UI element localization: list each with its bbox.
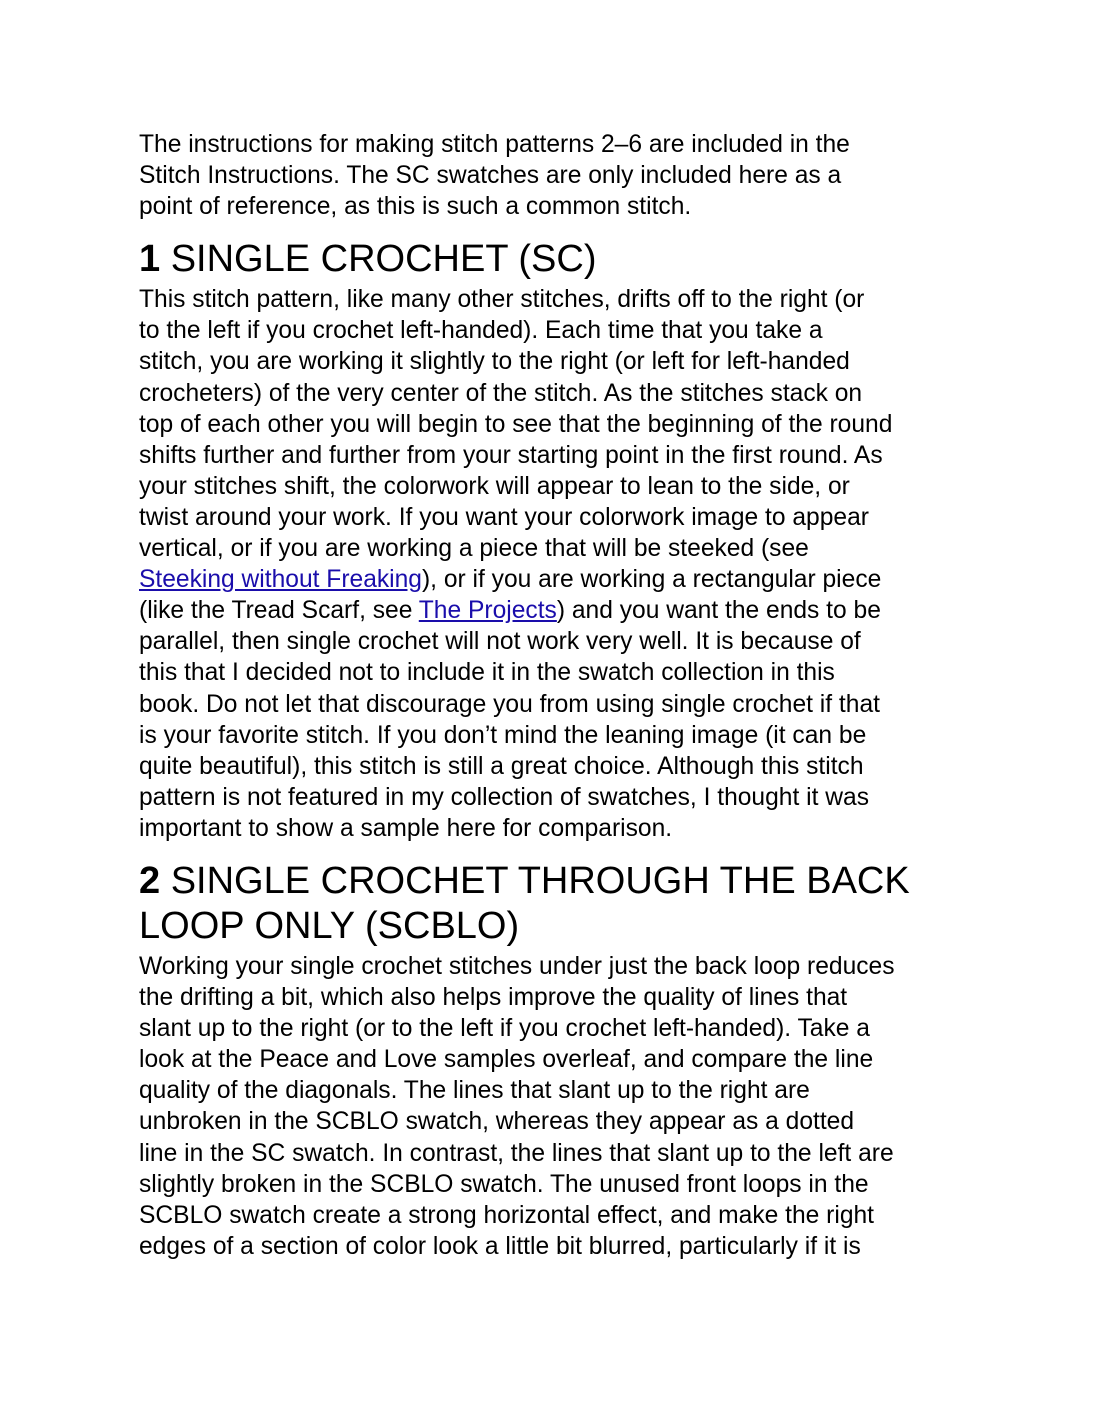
section-title-line-1: SINGLE CROCHET THROUGH THE BACK: [170, 859, 910, 902]
text-line: parallel, then single crochet will not work very well. It is because of: [139, 628, 861, 656]
text-line: This stitch pattern, like many other stitches, drifts off to the right (or: [139, 286, 865, 314]
section-2-heading: [139, 859, 969, 949]
heading-line: [139, 859, 969, 904]
section-2-paragraph: [139, 951, 969, 1262]
text-line: stitch, you are working it slightly to the right (or left for left-handed: [139, 348, 850, 376]
text-line: Stitch Instructions. The SC swatches are only included here as a: [139, 162, 842, 190]
text-line: look at the Peace and Love samples overleaf, and compare the line: [139, 1046, 874, 1074]
the-projects-link[interactable]: The Projects: [418, 597, 557, 625]
section-number: 2: [139, 859, 161, 902]
text-line: vertical, or if you are working a piece that will be steeked (see: [139, 535, 809, 563]
text-fragment: ) and you want the ends to be: [556, 597, 881, 625]
text-line: crocheters) of the very center of the stitch. As the stitches stack on: [139, 379, 863, 407]
text-fragment: ), or if you are working a rectangular piece: [421, 566, 882, 594]
section-1-heading: [139, 237, 969, 282]
text-line-with-link: [139, 595, 969, 626]
text-line: to the left if you crochet left-handed). Each time that you take a: [139, 317, 823, 345]
document-page: [139, 129, 969, 1262]
text-line: point of reference, as this is such a common stitch.: [139, 193, 692, 221]
text-line: top of each other you will begin to see that the beginning of the round: [139, 410, 893, 438]
text-line: Working your single crochet stitches under just the back loop reduces: [139, 952, 895, 980]
text-line: this that I decided not to include it in the swatch collection in this: [139, 659, 835, 687]
text-line-with-link: [139, 564, 969, 595]
section-number: 1: [139, 238, 161, 281]
text-line: unbroken in the SCBLO swatch, whereas they appear as a dotted: [139, 1108, 855, 1136]
text-line: The instructions for making stitch patterns 2–6 are included in the: [139, 131, 850, 158]
text-line: quite beautiful), this stitch is still a great choice. Although this stitch: [139, 752, 864, 780]
section-title: SINGLE CROCHET (SC): [170, 238, 597, 281]
text-line: slant up to the right (or to the left if you crochet left-handed). Take a: [139, 1015, 870, 1043]
text-fragment: (like the Tread Scarf, see: [139, 597, 419, 625]
text-line: twist around your work. If you want your colorwork image to appear: [139, 503, 869, 531]
steeking-without-freaking-link[interactable]: Steeking without Freaking: [139, 566, 422, 594]
text-line: shifts further and further from your starting point in the first round. As: [139, 441, 883, 469]
text-line: pattern is not featured in my collection of swatches, I thought it was: [139, 783, 869, 811]
text-line: quality of the diagonals. The lines that slant up to the right are: [139, 1077, 810, 1105]
text-line: important to show a sample here for comparison.: [139, 814, 673, 842]
text-line: your stitches shift, the colorwork will appear to lean to the side, or: [139, 472, 850, 500]
text-line: SCBLO swatch create a strong horizontal effect, and make the right: [139, 1201, 875, 1229]
text-line: is your favorite stitch. If you don’t mind the leaning image (it can be: [139, 721, 867, 749]
section-title-line-2: LOOP ONLY (SCBLO): [139, 904, 520, 947]
text-line: book. Do not let that discourage you from using single crochet if that: [139, 690, 880, 718]
text-line: slightly broken in the SCBLO swatch. The unused front loops in the: [139, 1170, 869, 1198]
text-line: line in the SC swatch. In contrast, the lines that slant up to the left are: [139, 1139, 894, 1167]
intro-paragraph: [139, 129, 969, 222]
section-1-paragraph: [139, 284, 969, 844]
text-line: edges of a section of color look a little bit blurred, particularly if it is: [139, 1232, 861, 1260]
text-line: the drifting a bit, which also helps improve the quality of lines that: [139, 984, 848, 1012]
